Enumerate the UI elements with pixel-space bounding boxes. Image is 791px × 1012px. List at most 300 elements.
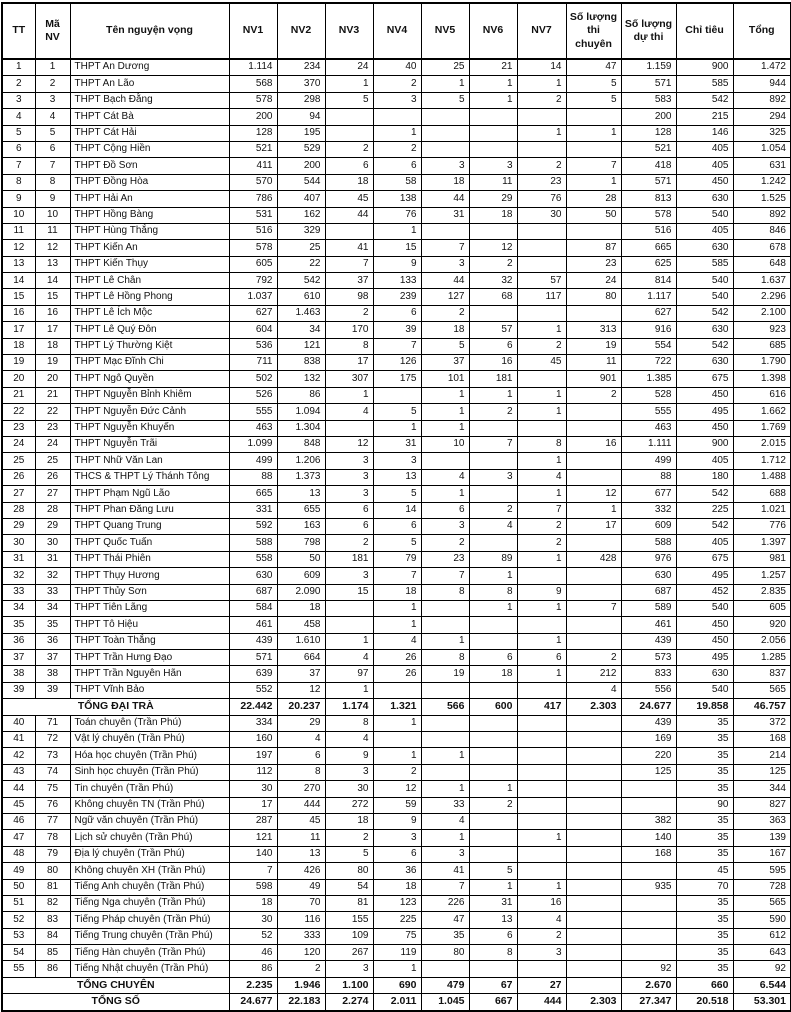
table-row xyxy=(2,355,791,371)
cell-nv3: 24 xyxy=(325,59,373,76)
cell-nv2: 609 xyxy=(277,568,325,584)
cell-nv7: 23 xyxy=(517,174,566,190)
cell-nv5: 3 xyxy=(421,846,469,862)
cell-chi-tieu: 630 xyxy=(676,322,733,338)
cell-tong: 2.100 xyxy=(733,305,791,321)
cell-chi-tieu: 225 xyxy=(676,502,733,518)
cell-nv1: 588 xyxy=(229,535,277,551)
cell-nv2: 200 xyxy=(277,158,325,174)
cell-nv1: 1.037 xyxy=(229,289,277,305)
cell-nv7 xyxy=(517,682,566,698)
cell-chi-tieu: 660 xyxy=(676,977,733,993)
cell-nv3: 5 xyxy=(325,92,373,108)
cell-nv6: 4 xyxy=(469,518,517,534)
cell-du-thi: 916 xyxy=(621,322,676,338)
cell-ma-nv: 22 xyxy=(35,404,70,420)
cell-tt: 1 xyxy=(2,59,35,76)
cell-tong: 1.769 xyxy=(733,420,791,436)
cell-nv5: 25 xyxy=(421,59,469,76)
cell-tt: 39 xyxy=(2,682,35,698)
cell-nv7 xyxy=(517,961,566,977)
cell-nv5: 31 xyxy=(421,207,469,223)
cell-nv1: 7 xyxy=(229,863,277,879)
cell-tong: 688 xyxy=(733,486,791,502)
cell-nv2: 2 xyxy=(277,961,325,977)
cell-ma-nv: 9 xyxy=(35,191,70,207)
cell-chi-tieu: 180 xyxy=(676,469,733,485)
table-row xyxy=(2,486,791,502)
cell-school-name: THPT Phạm Ngũ Lão xyxy=(70,486,229,502)
cell-nv6 xyxy=(469,715,517,731)
cell-nv3: 6 xyxy=(325,502,373,518)
cell-chi-tieu: 450 xyxy=(676,420,733,436)
cell-nv5: 18 xyxy=(421,322,469,338)
cell-nv1: 200 xyxy=(229,109,277,125)
cell-tong: 372 xyxy=(733,715,791,731)
cell-thi-chuyen: 2.303 xyxy=(566,699,621,715)
cell-nv1: 536 xyxy=(229,338,277,354)
cell-nv5 xyxy=(421,764,469,780)
cell-chi-tieu: 35 xyxy=(676,830,733,846)
cell-nv4: 15 xyxy=(373,240,421,256)
cell-ma-nv: 17 xyxy=(35,322,70,338)
cell-nv3: 3 xyxy=(325,486,373,502)
cell-nv6 xyxy=(469,453,517,469)
cell-nv1: 627 xyxy=(229,305,277,321)
cell-du-thi: 976 xyxy=(621,551,676,567)
cell-ma-nv: 75 xyxy=(35,781,70,797)
cell-nv1: 687 xyxy=(229,584,277,600)
cell-nv7: 57 xyxy=(517,273,566,289)
cell-nv6: 1 xyxy=(469,76,517,92)
cell-du-thi: 1.117 xyxy=(621,289,676,305)
cell-thi-chuyen: 19 xyxy=(566,338,621,354)
cell-nv1: 499 xyxy=(229,453,277,469)
cell-nv1: 2.235 xyxy=(229,977,277,993)
cell-nv2: 664 xyxy=(277,650,325,666)
cell-nv4: 13 xyxy=(373,469,421,485)
cell-nv7: 2 xyxy=(517,92,566,108)
cell-thi-chuyen: 1 xyxy=(566,502,621,518)
cell-nv4: 3 xyxy=(373,92,421,108)
cell-nv3: 18 xyxy=(325,813,373,829)
cell-nv4: 126 xyxy=(373,355,421,371)
cell-thi-chuyen xyxy=(566,748,621,764)
cell-chi-tieu: 452 xyxy=(676,584,733,600)
cell-nv3 xyxy=(325,109,373,125)
cell-nv7 xyxy=(517,748,566,764)
cell-thi-chuyen xyxy=(566,535,621,551)
table-row xyxy=(2,666,791,682)
cell-school-name: THPT Nguyễn Đức Cảnh xyxy=(70,404,229,420)
cell-nv1: 555 xyxy=(229,404,277,420)
cell-school-name: THPT Hồng Bàng xyxy=(70,207,229,223)
cell-nv5: 80 xyxy=(421,945,469,961)
cell-nv1: 24.677 xyxy=(229,994,277,1011)
cell-nv7: 4 xyxy=(517,912,566,928)
cell-tong: 616 xyxy=(733,387,791,403)
cell-nv1: 570 xyxy=(229,174,277,190)
cell-chi-tieu: 542 xyxy=(676,92,733,108)
table-header xyxy=(2,3,791,59)
cell-nv5 xyxy=(421,617,469,633)
cell-nv3: 307 xyxy=(325,371,373,387)
cell-nv6 xyxy=(469,420,517,436)
cell-nv3: 6 xyxy=(325,158,373,174)
cell-nv7 xyxy=(517,797,566,813)
cell-du-thi: 833 xyxy=(621,666,676,682)
cell-nv1: 86 xyxy=(229,961,277,977)
cell-nv4: 225 xyxy=(373,912,421,928)
cell-nv4: 39 xyxy=(373,322,421,338)
cell-nv1: 439 xyxy=(229,633,277,649)
cell-du-thi: 556 xyxy=(621,682,676,698)
cell-tong: 605 xyxy=(733,600,791,616)
cell-nv1: 639 xyxy=(229,666,277,682)
cell-nv1: 17 xyxy=(229,797,277,813)
table-row xyxy=(2,568,791,584)
cell-nv5: 1 xyxy=(421,420,469,436)
cell-chi-tieu: 495 xyxy=(676,568,733,584)
cell-tong: 1.242 xyxy=(733,174,791,190)
cell-thi-chuyen: 50 xyxy=(566,207,621,223)
cell-nv5: 3 xyxy=(421,256,469,272)
cell-school-name: THPT Nguyễn Trãi xyxy=(70,436,229,452)
cell-nv7: 8 xyxy=(517,436,566,452)
cell-ma-nv: 5 xyxy=(35,125,70,141)
cell-nv5: 7 xyxy=(421,879,469,895)
cell-nv7 xyxy=(517,732,566,748)
cell-thi-chuyen: 5 xyxy=(566,76,621,92)
cell-nv1: 578 xyxy=(229,240,277,256)
cell-nv3: 5 xyxy=(325,846,373,862)
cell-nv4: 7 xyxy=(373,338,421,354)
cell-du-thi xyxy=(621,912,676,928)
cell-ma-nv: 31 xyxy=(35,551,70,567)
cell-school-name: THPT Kiến An xyxy=(70,240,229,256)
cell-du-thi: 935 xyxy=(621,879,676,895)
cell-nv2: 50 xyxy=(277,551,325,567)
cell-nv4: 6 xyxy=(373,846,421,862)
cell-du-thi: 516 xyxy=(621,223,676,239)
cell-school-name: THPT Hùng Thắng xyxy=(70,223,229,239)
cell-nv3: 267 xyxy=(325,945,373,961)
cell-nv2: 121 xyxy=(277,338,325,354)
cell-nv1: 331 xyxy=(229,502,277,518)
table-row xyxy=(2,469,791,485)
cell-nv6: 6 xyxy=(469,338,517,354)
cell-tt: 54 xyxy=(2,945,35,961)
cell-nv5: 479 xyxy=(421,977,469,993)
cell-chi-tieu: 35 xyxy=(676,732,733,748)
cell-tt: 5 xyxy=(2,125,35,141)
cell-nv1: 571 xyxy=(229,650,277,666)
cell-thi-chuyen xyxy=(566,945,621,961)
cell-ma-nv: 21 xyxy=(35,387,70,403)
cell-chi-tieu: 540 xyxy=(676,207,733,223)
table-row xyxy=(2,945,791,961)
cell-thi-chuyen: 2 xyxy=(566,650,621,666)
cell-nv2: 407 xyxy=(277,191,325,207)
cell-tong: 981 xyxy=(733,551,791,567)
table-row xyxy=(2,895,791,911)
cell-chi-tieu: 630 xyxy=(676,355,733,371)
cell-nv6 xyxy=(469,141,517,157)
cell-tt: 3 xyxy=(2,92,35,108)
table-row xyxy=(2,191,791,207)
cell-ma-nv: 19 xyxy=(35,355,70,371)
cell-nv7: 444 xyxy=(517,994,566,1011)
cell-ma-nv: 3 xyxy=(35,92,70,108)
cell-nv7 xyxy=(517,109,566,125)
cell-nv7: 9 xyxy=(517,584,566,600)
total-row-label: TỔNG SỐ xyxy=(2,994,229,1011)
cell-school-name: THPT Phan Đăng Lưu xyxy=(70,502,229,518)
cell-ma-nv: 7 xyxy=(35,158,70,174)
cell-nv4: 138 xyxy=(373,191,421,207)
cell-nv6: 600 xyxy=(469,699,517,715)
column-header-nv1: NV1 xyxy=(229,3,277,59)
cell-nv6: 2 xyxy=(469,797,517,813)
cell-tt: 38 xyxy=(2,666,35,682)
cell-nv7: 2 xyxy=(517,518,566,534)
cell-nv6 xyxy=(469,535,517,551)
cell-tt: 7 xyxy=(2,158,35,174)
cell-nv5 xyxy=(421,109,469,125)
cell-thi-chuyen: 901 xyxy=(566,371,621,387)
cell-ma-nv: 6 xyxy=(35,141,70,157)
cell-chi-tieu: 35 xyxy=(676,895,733,911)
cell-nv3 xyxy=(325,600,373,616)
cell-chi-tieu: 450 xyxy=(676,617,733,633)
cell-tt: 8 xyxy=(2,174,35,190)
total-row xyxy=(2,699,791,715)
cell-thi-chuyen xyxy=(566,977,621,993)
cell-tt: 52 xyxy=(2,912,35,928)
cell-nv3 xyxy=(325,420,373,436)
cell-nv5: 37 xyxy=(421,355,469,371)
cell-thi-chuyen xyxy=(566,732,621,748)
cell-chi-tieu: 405 xyxy=(676,141,733,157)
cell-ma-nv: 23 xyxy=(35,420,70,436)
cell-nv6: 13 xyxy=(469,912,517,928)
cell-nv5: 7 xyxy=(421,568,469,584)
cell-nv1: 605 xyxy=(229,256,277,272)
cell-tt: 45 xyxy=(2,797,35,813)
cell-tt: 35 xyxy=(2,617,35,633)
cell-tt: 41 xyxy=(2,732,35,748)
cell-school-name: Tiếng Nga chuyên (Trần Phú) xyxy=(70,895,229,911)
cell-tong: 837 xyxy=(733,666,791,682)
cell-nv3: 109 xyxy=(325,928,373,944)
cell-school-name: THCS & THPT Lý Thánh Tông xyxy=(70,469,229,485)
cell-ma-nv: 80 xyxy=(35,863,70,879)
cell-chi-tieu: 675 xyxy=(676,551,733,567)
cell-nv4: 40 xyxy=(373,59,421,76)
cell-nv4: 175 xyxy=(373,371,421,387)
cell-tong: 1.488 xyxy=(733,469,791,485)
cell-nv4: 6 xyxy=(373,305,421,321)
cell-nv3: 4 xyxy=(325,732,373,748)
cell-nv2: 798 xyxy=(277,535,325,551)
cell-nv6: 12 xyxy=(469,240,517,256)
cell-nv4: 18 xyxy=(373,879,421,895)
table-row xyxy=(2,797,791,813)
cell-nv1: 604 xyxy=(229,322,277,338)
cell-nv5: 33 xyxy=(421,797,469,813)
table-row xyxy=(2,240,791,256)
table-row xyxy=(2,174,791,190)
cell-school-name: Hóa học chuyên (Trần Phú) xyxy=(70,748,229,764)
cell-nv7: 1 xyxy=(517,404,566,420)
cell-nv3: 9 xyxy=(325,748,373,764)
cell-nv2: 444 xyxy=(277,797,325,813)
cell-nv7: 4 xyxy=(517,469,566,485)
cell-nv5: 4 xyxy=(421,813,469,829)
cell-chi-tieu: 35 xyxy=(676,846,733,862)
cell-nv1: 630 xyxy=(229,568,277,584)
cell-nv1: 287 xyxy=(229,813,277,829)
cell-tt: 46 xyxy=(2,813,35,829)
cell-du-thi: 382 xyxy=(621,813,676,829)
cell-nv2: 298 xyxy=(277,92,325,108)
cell-nv2: 37 xyxy=(277,666,325,682)
cell-nv1: 711 xyxy=(229,355,277,371)
cell-du-thi: 499 xyxy=(621,453,676,469)
cell-nv6: 8 xyxy=(469,584,517,600)
cell-school-name: THPT Thủy Sơn xyxy=(70,584,229,600)
cell-thi-chuyen xyxy=(566,568,621,584)
cell-du-thi xyxy=(621,863,676,879)
cell-ma-nv: 4 xyxy=(35,109,70,125)
cell-nv5: 1 xyxy=(421,748,469,764)
cell-school-name: Không chuyên TN (Trần Phú) xyxy=(70,797,229,813)
cell-nv7 xyxy=(517,781,566,797)
cell-ma-nv: 37 xyxy=(35,650,70,666)
cell-nv1: 52 xyxy=(229,928,277,944)
cell-nv3: 3 xyxy=(325,764,373,780)
cell-nv7: 14 xyxy=(517,59,566,76)
cell-thi-chuyen: 7 xyxy=(566,158,621,174)
table-row xyxy=(2,928,791,944)
cell-nv4: 2 xyxy=(373,76,421,92)
cell-du-thi: 1.159 xyxy=(621,59,676,76)
cell-chi-tieu: 630 xyxy=(676,240,733,256)
cell-tong: 168 xyxy=(733,732,791,748)
cell-nv7: 1 xyxy=(517,125,566,141)
column-header-thi-chuyen: Số lượng thi chuyên xyxy=(566,3,621,59)
total-row-label: TỔNG ĐẠI TRÀ xyxy=(2,699,229,715)
cell-ma-nv: 24 xyxy=(35,436,70,452)
cell-chi-tieu: 90 xyxy=(676,797,733,813)
cell-nv3 xyxy=(325,223,373,239)
cell-tong: 167 xyxy=(733,846,791,862)
cell-nv6: 11 xyxy=(469,174,517,190)
cell-du-thi: 583 xyxy=(621,92,676,108)
cell-nv4: 14 xyxy=(373,502,421,518)
cell-nv5: 18 xyxy=(421,174,469,190)
table-row xyxy=(2,207,791,223)
cell-nv3: 3 xyxy=(325,469,373,485)
cell-thi-chuyen: 87 xyxy=(566,240,621,256)
table-row xyxy=(2,322,791,338)
cell-nv4: 1 xyxy=(373,125,421,141)
cell-tt: 16 xyxy=(2,305,35,321)
cell-thi-chuyen xyxy=(566,141,621,157)
table-row xyxy=(2,748,791,764)
cell-nv5: 1 xyxy=(421,633,469,649)
cell-tong: 892 xyxy=(733,207,791,223)
cell-tt: 13 xyxy=(2,256,35,272)
cell-nv3: 1 xyxy=(325,387,373,403)
cell-school-name: Tiếng Hàn chuyên (Trần Phú) xyxy=(70,945,229,961)
cell-du-thi: 220 xyxy=(621,748,676,764)
cell-school-name: THPT Kiến Thụy xyxy=(70,256,229,272)
cell-nv6: 6 xyxy=(469,928,517,944)
cell-nv2: 1.304 xyxy=(277,420,325,436)
cell-thi-chuyen xyxy=(566,813,621,829)
cell-nv7: 76 xyxy=(517,191,566,207)
cell-nv3: 54 xyxy=(325,879,373,895)
cell-school-name: Vật lý chuyên (Trần Phú) xyxy=(70,732,229,748)
cell-nv2: 655 xyxy=(277,502,325,518)
cell-nv7: 6 xyxy=(517,650,566,666)
cell-nv2: 529 xyxy=(277,141,325,157)
cell-ma-nv: 2 xyxy=(35,76,70,92)
cell-tt: 19 xyxy=(2,355,35,371)
cell-tong: 214 xyxy=(733,748,791,764)
cell-thi-chuyen xyxy=(566,305,621,321)
table-row xyxy=(2,289,791,305)
cell-school-name: THPT Trần Hưng Đạo xyxy=(70,650,229,666)
cell-nv5: 127 xyxy=(421,289,469,305)
cell-nv6: 1 xyxy=(469,92,517,108)
cell-chi-tieu: 585 xyxy=(676,76,733,92)
cell-nv7 xyxy=(517,617,566,633)
cell-ma-nv: 83 xyxy=(35,912,70,928)
cell-nv6: 21 xyxy=(469,59,517,76)
cell-du-thi: 687 xyxy=(621,584,676,600)
cell-nv6 xyxy=(469,633,517,649)
cell-nv7 xyxy=(517,568,566,584)
cell-nv3: 97 xyxy=(325,666,373,682)
cell-school-name: THPT Lê Quý Đôn xyxy=(70,322,229,338)
cell-school-name: THPT Tô Hiệu xyxy=(70,617,229,633)
cell-chi-tieu: 542 xyxy=(676,305,733,321)
cell-nv7 xyxy=(517,846,566,862)
cell-nv2: 848 xyxy=(277,436,325,452)
cell-chi-tieu: 540 xyxy=(676,273,733,289)
cell-nv5: 2 xyxy=(421,535,469,551)
cell-tong: 1.525 xyxy=(733,191,791,207)
cell-nv1: 46 xyxy=(229,945,277,961)
cell-nv6 xyxy=(469,223,517,239)
cell-nv2: 610 xyxy=(277,289,325,305)
cell-ma-nv: 14 xyxy=(35,273,70,289)
cell-nv7 xyxy=(517,715,566,731)
cell-du-thi: 609 xyxy=(621,518,676,534)
cell-nv1: 521 xyxy=(229,141,277,157)
cell-thi-chuyen xyxy=(566,912,621,928)
cell-du-thi: 88 xyxy=(621,469,676,485)
cell-chi-tieu: 540 xyxy=(676,682,733,698)
cell-ma-nv: 26 xyxy=(35,469,70,485)
cell-ma-nv: 29 xyxy=(35,518,70,534)
cell-nv2: 20.237 xyxy=(277,699,325,715)
cell-ma-nv: 78 xyxy=(35,830,70,846)
cell-school-name: THPT An Dương xyxy=(70,59,229,76)
table-row xyxy=(2,781,791,797)
